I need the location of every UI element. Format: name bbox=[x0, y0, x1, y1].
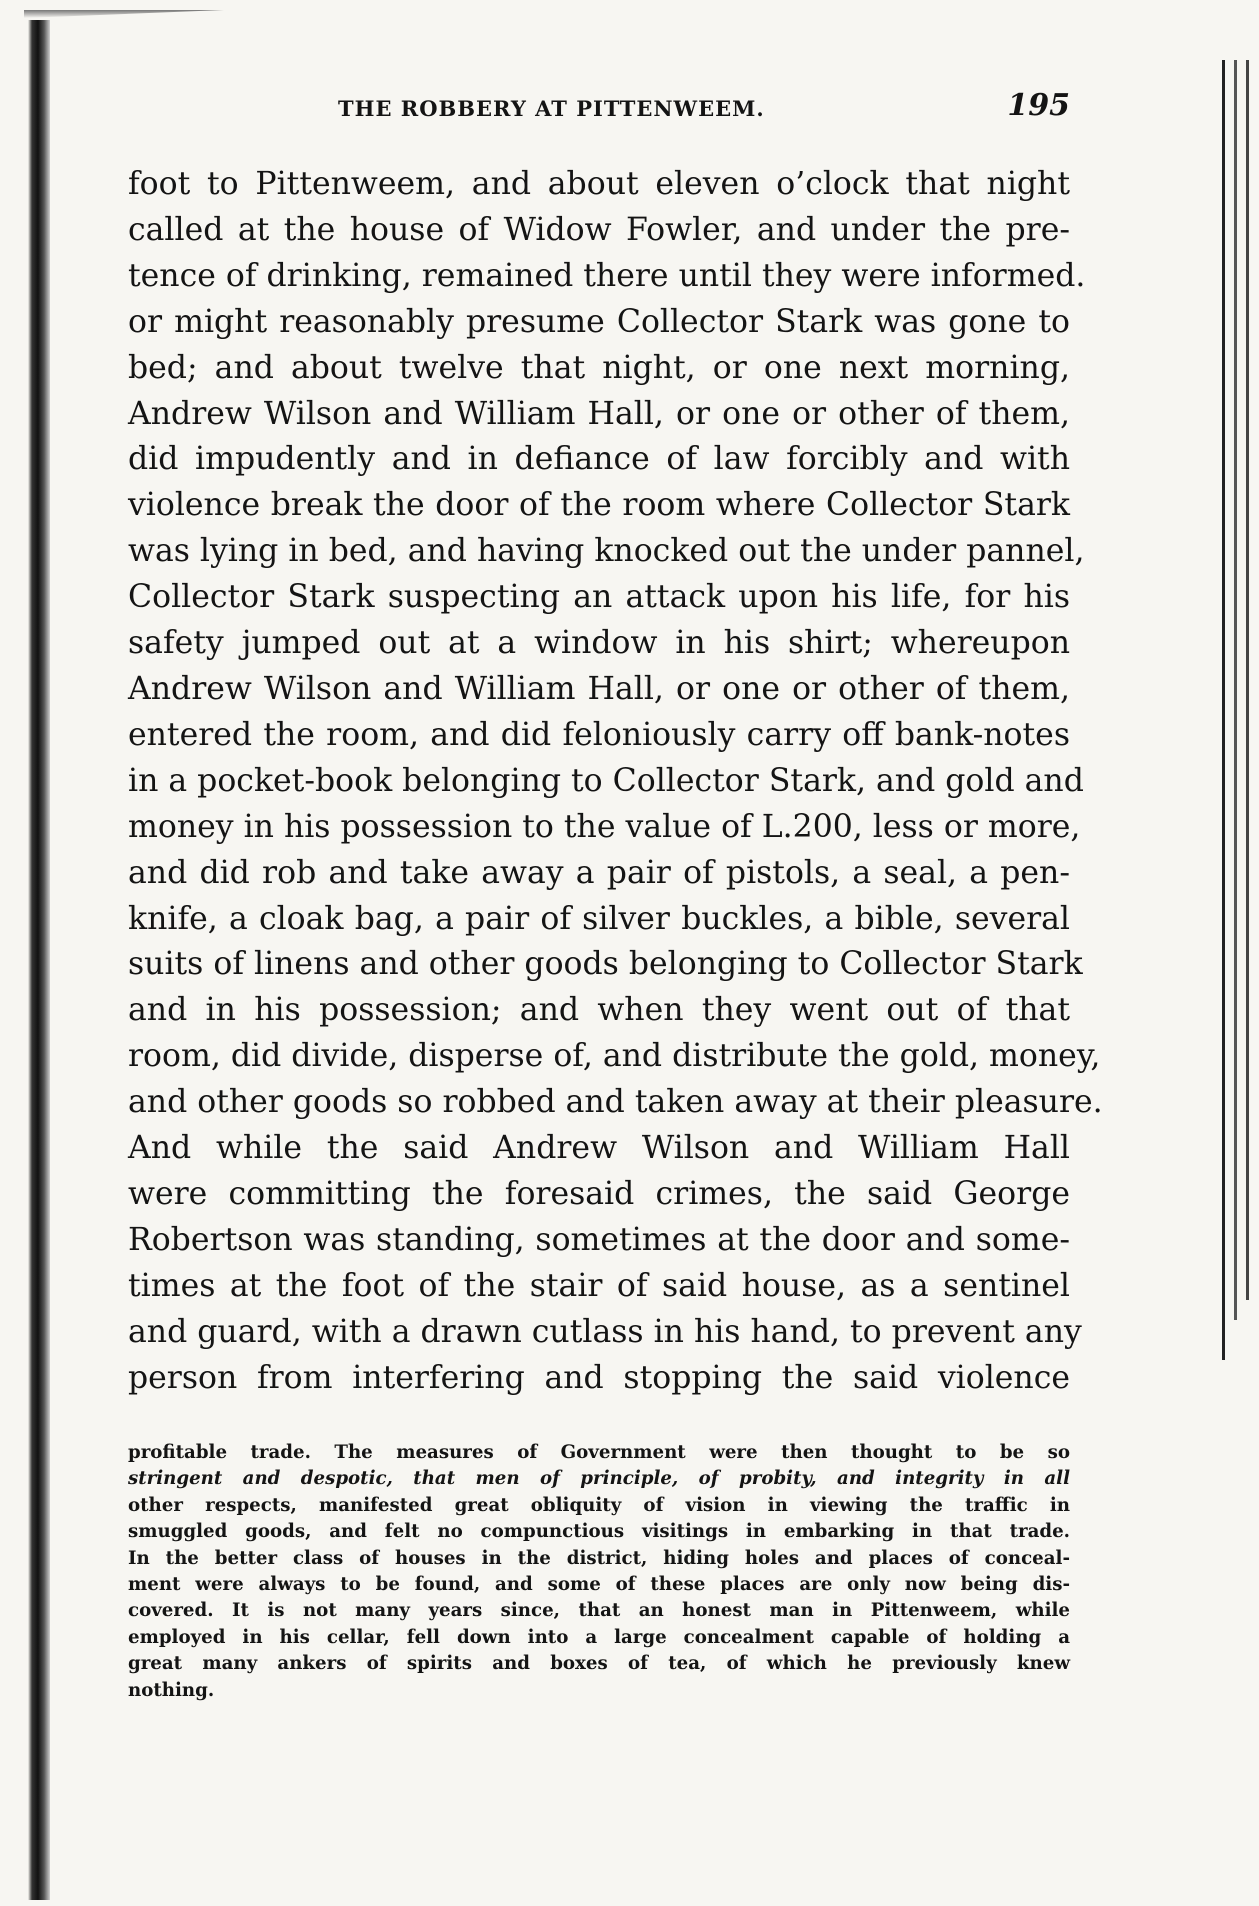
text-line: and did rob and take away a pair of pistols, a seal, a pen- bbox=[128, 854, 1070, 891]
text-line: room, did divide, disperse of, and distribute the gold, money, bbox=[128, 1038, 1101, 1075]
text-line: Collector Stark suspecting an attack upon his life, for his bbox=[128, 579, 1070, 616]
text-line: suits of linens and other goods belonging to Collector Stark bbox=[128, 946, 1083, 983]
page-edge-right bbox=[1234, 60, 1237, 1320]
footnote-line: other respects, manifested great obliquity of vision in viewing the traffic in bbox=[128, 1494, 1070, 1516]
footnote-line: employed in his cellar, fell down into a large concealment capable of holding a bbox=[128, 1626, 1070, 1648]
body-text bbox=[128, 162, 1103, 1401]
footnote-line: profitable trade. The measures of Government were then thought to be so bbox=[128, 1442, 1070, 1463]
footnote-line: covered. It is not many years since, that an honest man in Pittenweem, while bbox=[128, 1600, 1070, 1622]
page-edge-right bbox=[1222, 60, 1225, 1360]
text-line: tence of drinking, remained there until they were informed. bbox=[128, 257, 1086, 294]
running-head: THE ROBBERY AT PITTENWEEM. bbox=[338, 96, 765, 121]
page-edge-right bbox=[1246, 60, 1249, 1300]
binding-corner bbox=[24, 10, 224, 18]
text-line: foot to Pittenweem, and about eleven o’clock that night bbox=[128, 166, 1070, 202]
text-line: bed; and about twelve that night, or one next morning, bbox=[128, 349, 1070, 386]
text-line: in a pocket-book belonging to Collector Stark, and gold and bbox=[128, 762, 1084, 799]
text-line: called at the house of Widow Fowler, and under the pre- bbox=[128, 211, 1070, 248]
text-line: violence break the door of the room where Collector Stark bbox=[128, 487, 1070, 524]
text-line: entered the room, and did feloniously carry off bank-notes bbox=[128, 716, 1070, 753]
text-line: was lying in bed, and having knocked out the under pannel, bbox=[128, 533, 1085, 570]
footnote-line: smuggled goods, and felt no compunctious visitings in embarking in that trade. bbox=[128, 1521, 1070, 1543]
text-line: were committing the foresaid crimes, the said George bbox=[128, 1175, 1070, 1212]
footnote-line: ment were always to be found, and some of these places are only now being dis- bbox=[128, 1574, 1070, 1596]
text-line: Andrew Wilson and William Hall, or one or other of them, bbox=[128, 395, 1070, 432]
text-line: money in his possession to the value of L.200, less or more, bbox=[128, 808, 1081, 845]
text-line: And while the said Andrew Wilson and William Hall bbox=[128, 1130, 1070, 1167]
text-line: Andrew Wilson and William Hall, or one or other of them, bbox=[128, 670, 1070, 707]
text-line: did impudently and in defiance of law forcibly and with bbox=[128, 441, 1070, 478]
text-line: person from interfering and stopping the said violence bbox=[128, 1359, 1070, 1396]
footnote-line bbox=[128, 1466, 1070, 1492]
text-line: Robertson was standing, sometimes at the door and some- bbox=[128, 1221, 1070, 1258]
footnote-line-text: stringent and despotic, that men of principle, of probity, and integrity in all bbox=[128, 1468, 1070, 1490]
text-line: and in his possession; and when they went out of that bbox=[128, 992, 1070, 1029]
footnote-line: nothing. bbox=[128, 1679, 215, 1701]
text-line: and guard, with a drawn cutlass in his hand, to prevent any bbox=[128, 1313, 1082, 1350]
footnote-line: great many ankers of spirits and boxes of tea, of which he previously knew bbox=[128, 1653, 1070, 1675]
text-line: or might reasonably presume Collector Stark was gone to bbox=[128, 303, 1070, 340]
footnote bbox=[128, 1440, 1070, 1704]
text-line: times at the foot of the stair of said house, as a sentinel bbox=[128, 1267, 1070, 1304]
book-spine-edge bbox=[28, 20, 50, 1900]
text-line: knife, a cloak bag, a pair of silver buckles, a bible, several bbox=[128, 900, 1070, 937]
page-header bbox=[128, 88, 1070, 128]
footnote-line: In the better class of houses in the district, hiding holes and places of conceal- bbox=[128, 1547, 1070, 1569]
page-number: 195 bbox=[1007, 88, 1070, 123]
text-line: safety jumped out at a window in his shirt; whereupon bbox=[128, 625, 1070, 662]
text-line: and other goods so robbed and taken away at their pleasure. bbox=[128, 1084, 1103, 1121]
